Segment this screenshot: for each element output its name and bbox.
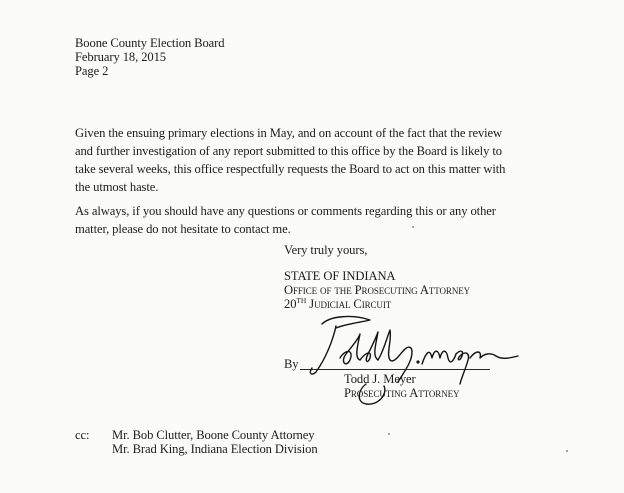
by-label: By <box>284 357 299 371</box>
circuit-number: 20 <box>284 297 297 311</box>
org-line-state: STATE OF INDIANA <box>284 269 396 283</box>
cc-label: cc: <box>75 428 90 442</box>
org-line-office: Office of the Prosecuting Attorney <box>284 283 471 297</box>
circuit-text: Judicial Circuit <box>309 297 392 311</box>
paragraph-line: and further investigation of any report submitted to this office by the Board is likely to <box>75 144 502 158</box>
scan-speck <box>412 226 414 228</box>
closing-salutation: Very truly yours, <box>284 243 368 257</box>
signer-name: Todd J. Meyer <box>344 372 416 386</box>
body-paragraph-1 <box>75 124 505 196</box>
paragraph-line: take several weeks, this office respectfully requests the Board to act on this matter with <box>75 162 506 176</box>
scan-speck <box>566 450 568 452</box>
signer-title: Prosecuting Attorney <box>344 386 460 400</box>
paragraph-line: As always, if you should have any questions or comments regarding this or any other <box>75 204 496 218</box>
date-line: February 18, 2015 <box>75 50 166 64</box>
paragraph-line: matter, please do not hesitate to contact me. <box>75 222 291 236</box>
handwritten-signature <box>300 310 525 410</box>
page-number: Page 2 <box>75 64 109 78</box>
cc-recipient: Mr. Brad King, Indiana Election Division <box>112 442 318 456</box>
body-paragraph-2 <box>75 202 496 238</box>
paragraph-line: Given the ensuing primary elections in May, and on account of the fact that the review <box>75 126 503 140</box>
paragraph-line: the utmost haste. <box>75 180 159 194</box>
scan-speck <box>388 433 390 435</box>
recipient-line: Boone County Election Board <box>75 36 225 50</box>
cc-recipient: Mr. Bob Clutter, Boone County Attorney <box>112 428 315 442</box>
circuit-ordinal-suffix: TH <box>296 296 307 305</box>
